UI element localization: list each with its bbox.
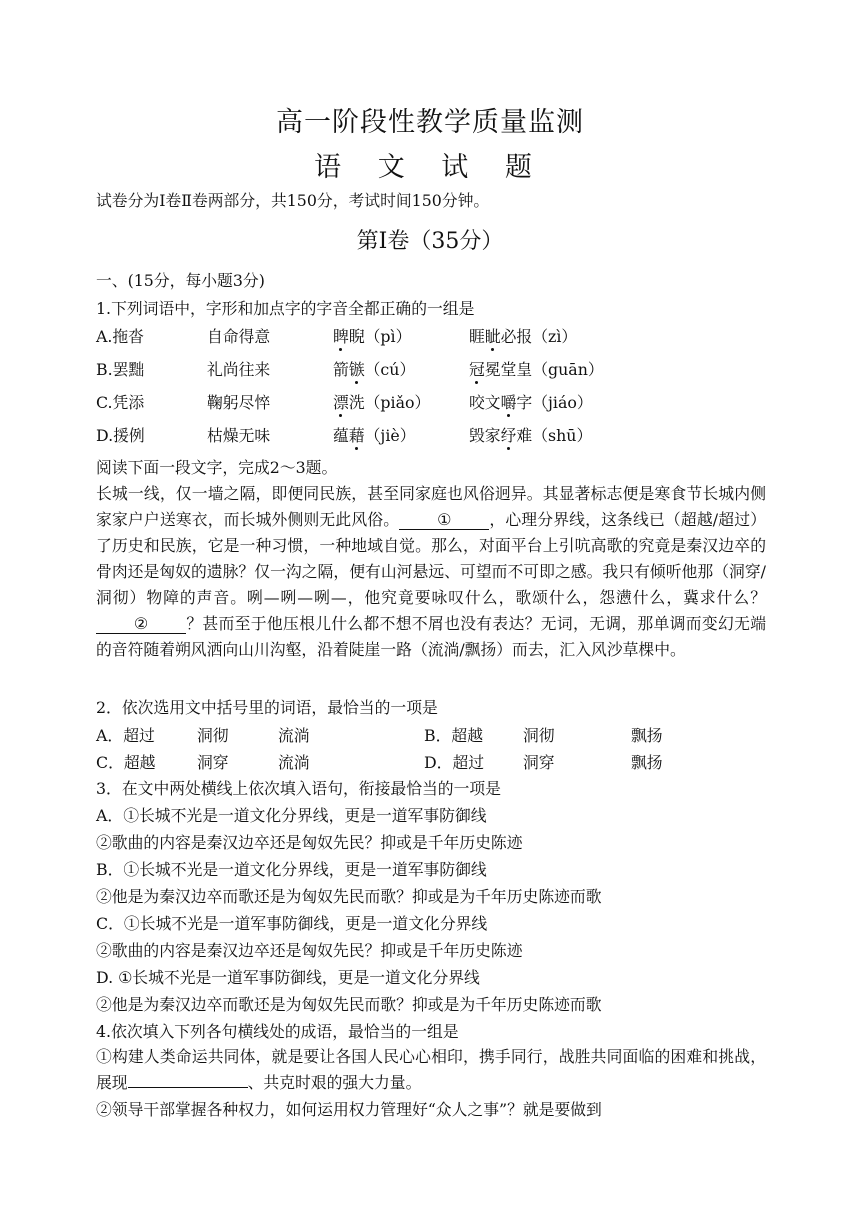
q1-d-w4-pre: 毁家 (469, 426, 501, 445)
q3-line: ②他是为秦汉边卒而歌还是为匈奴先民而歌？抑或是为千年历史陈迹而歌 (96, 995, 602, 1014)
q4-sentence-1 (96, 1044, 766, 1096)
q2-a-1: A．超过 (96, 726, 155, 745)
q4-sentence-2: ②领导干部掌握各种权力，如何运用权力管理好“众人之事”？就是要做到 (96, 1100, 602, 1119)
q3-line: ②歌曲的内容是秦汉边卒还是匈奴先民？抑或是千年历史陈迹 (96, 941, 523, 960)
q1-d-w4-rest: 难（shū） (516, 426, 593, 445)
q1-b-w3-rest: （cú） (364, 360, 416, 379)
q1-c-w4-rest: 字（jiáo） (516, 393, 593, 412)
q2-b-2: 洞彻 (523, 726, 555, 745)
q2-d-2: 洞穿 (523, 753, 555, 772)
q3-line: ②他是为秦汉边卒而歌还是为匈奴先民而歌？抑或是为千年历史陈迹而歌 (96, 887, 602, 906)
q3-line: D. ①长城不光是一道军事防御线，更是一道文化分界线 (96, 968, 480, 987)
q1-c-w1: C.凭添 (96, 393, 145, 412)
q1-a-w3-rest: 睨（pì） (348, 327, 412, 346)
dotted-char: 镞 (348, 360, 365, 379)
q1-a-w1: A.拖沓 (96, 327, 145, 346)
q1-a-w3 (333, 326, 411, 348)
main-title: 高一阶段性教学质量监测 (276, 107, 584, 138)
q1-b-w3 (333, 359, 415, 381)
q1-b-w1: B.罢黜 (96, 360, 145, 379)
q4-stem: 4.依次填入下列各句横线处的成语，最恰当的一组是 (96, 1022, 459, 1041)
q2-d-3: 飘扬 (631, 753, 663, 772)
dotted-char: 眦 (484, 327, 501, 346)
q2-c-2: 洞穿 (197, 753, 229, 772)
q1-b-w4 (469, 359, 604, 381)
q1-d-w3-pre: 蕴 (333, 426, 349, 445)
q1-b-w4-rest: 冕堂皇（guān） (484, 360, 604, 379)
section-title: 第Ⅰ卷（35分） (356, 229, 504, 254)
q1-d-w2: 枯燥无味 (207, 426, 271, 445)
q1-c-w3-rest: 洗（piǎo） (348, 393, 431, 412)
q1-a-w4 (469, 326, 577, 348)
dotted-char: 漂 (333, 393, 349, 412)
passage-part-3: ？甚而至于他压根儿什么都不想不屑也没有表达？无词，无调，那单调而变幻无端的音符随着朔风洒向山川沟壑，沿着陡崖一路（流淌/飘扬）而去，汇入风沙草棵中。 (96, 614, 766, 659)
reading-intro: 阅读下面一段文字，完成2～3题。 (96, 458, 338, 477)
q1-a-w4-pre: 睚 (469, 327, 485, 346)
q2-c-3: 流淌 (278, 753, 310, 772)
passage-part-2: ，心理分界线，这条线已（超越/超过）了历史和民族，它是一种习惯，一种地域自觉。那么，对面平台上引吭高歌的究竟是秦汉边卒的骨肉还是匈奴的遗脉？仅一沟之隔，便有山河悬远、可望而不可即之感。我只有倾听他那（洞穿/洞彻）物障的声音。咧—咧—咧—，他究竟要咏叹什么，歌颂什么，怨懑什么，冀求什么？ (96, 510, 766, 607)
q4-s1-end: 、共克时艰的强大力量。 (247, 1073, 422, 1092)
q1-b-w3-pre: 箭 (333, 360, 349, 379)
q1-stem: 1.下列词语中，字形和加点字的字音全都正确的一组是 (96, 299, 475, 318)
q2-a-3: 流淌 (278, 726, 310, 745)
answer-blank-2[interactable]: ② (96, 615, 186, 634)
q1-c-w4-pre: 咬文 (469, 393, 501, 412)
q1-d-w1: D.援例 (96, 426, 145, 445)
subject-title: 语 文 试 题 (314, 152, 546, 183)
passage-part-1: 长城一线，仅一墙之隔，即便同民族，甚至同家庭也风俗迥异。其显著标志便是寒食节长城内侧家家户户送寒衣，而长城外侧则无此风俗。 (96, 484, 766, 529)
q3-line: ②歌曲的内容是秦汉边卒还是匈奴先民？抑或是千年历史陈迹 (96, 833, 523, 852)
q3-stem: 3．在文中两处横线上依次填入语句，衔接最恰当的一项是 (96, 779, 501, 798)
q1-c-w4 (469, 392, 593, 414)
dotted-char: 冠 (469, 360, 485, 379)
q1-a-w2: 自命得意 (207, 327, 271, 346)
q2-c-1: C．超越 (96, 753, 156, 772)
q3-line: C．①长城不光是一道军事防御线，更是一道文化分界线 (96, 914, 488, 933)
q3-line: A．①长城不光是一道文化分界线，更是一道军事防御线 (96, 806, 487, 825)
q2-stem: 2．依次选用文中括号里的词语，最恰当的一项是 (96, 698, 438, 717)
q1-c-w2: 鞠躬尽悴 (207, 393, 271, 412)
q2-b-1: B．超越 (424, 726, 483, 745)
q2-a-2: 洞彻 (197, 726, 229, 745)
answer-blank-1[interactable]: ① (399, 511, 489, 530)
q1-d-w3-rest: （jiè） (364, 426, 416, 445)
q1-d-w4 (469, 425, 592, 447)
answer-blank-q4[interactable] (128, 1071, 248, 1088)
reading-passage (96, 481, 766, 663)
dotted-char: 藉 (348, 426, 365, 445)
dotted-char: 睥 (333, 327, 349, 346)
q4-s1-text: ①构建人类命运共同体，就是要让各国人民心心相印，携手同行，战胜共同面临的困难和挑战，展现 (96, 1047, 766, 1092)
q3-line: B．①长城不光是一道文化分界线，更是一道军事防御线 (96, 860, 487, 879)
q2-b-3: 飘扬 (631, 726, 663, 745)
instructions: 试卷分为Ⅰ卷Ⅱ卷两部分，共150分，考试时间150分钟。 (96, 191, 490, 210)
part1-heading: 一、(15分，每小题3分) (96, 271, 265, 290)
q2-d-1: D．超过 (424, 753, 485, 772)
q1-b-w2: 礼尚往来 (207, 360, 271, 379)
dotted-char: 纾 (500, 426, 517, 445)
q1-c-w3 (333, 392, 430, 414)
q1-a-w4-rest: 必报（zì） (500, 327, 578, 346)
dotted-char: 嚼 (500, 393, 517, 412)
q1-d-w3 (333, 425, 416, 447)
